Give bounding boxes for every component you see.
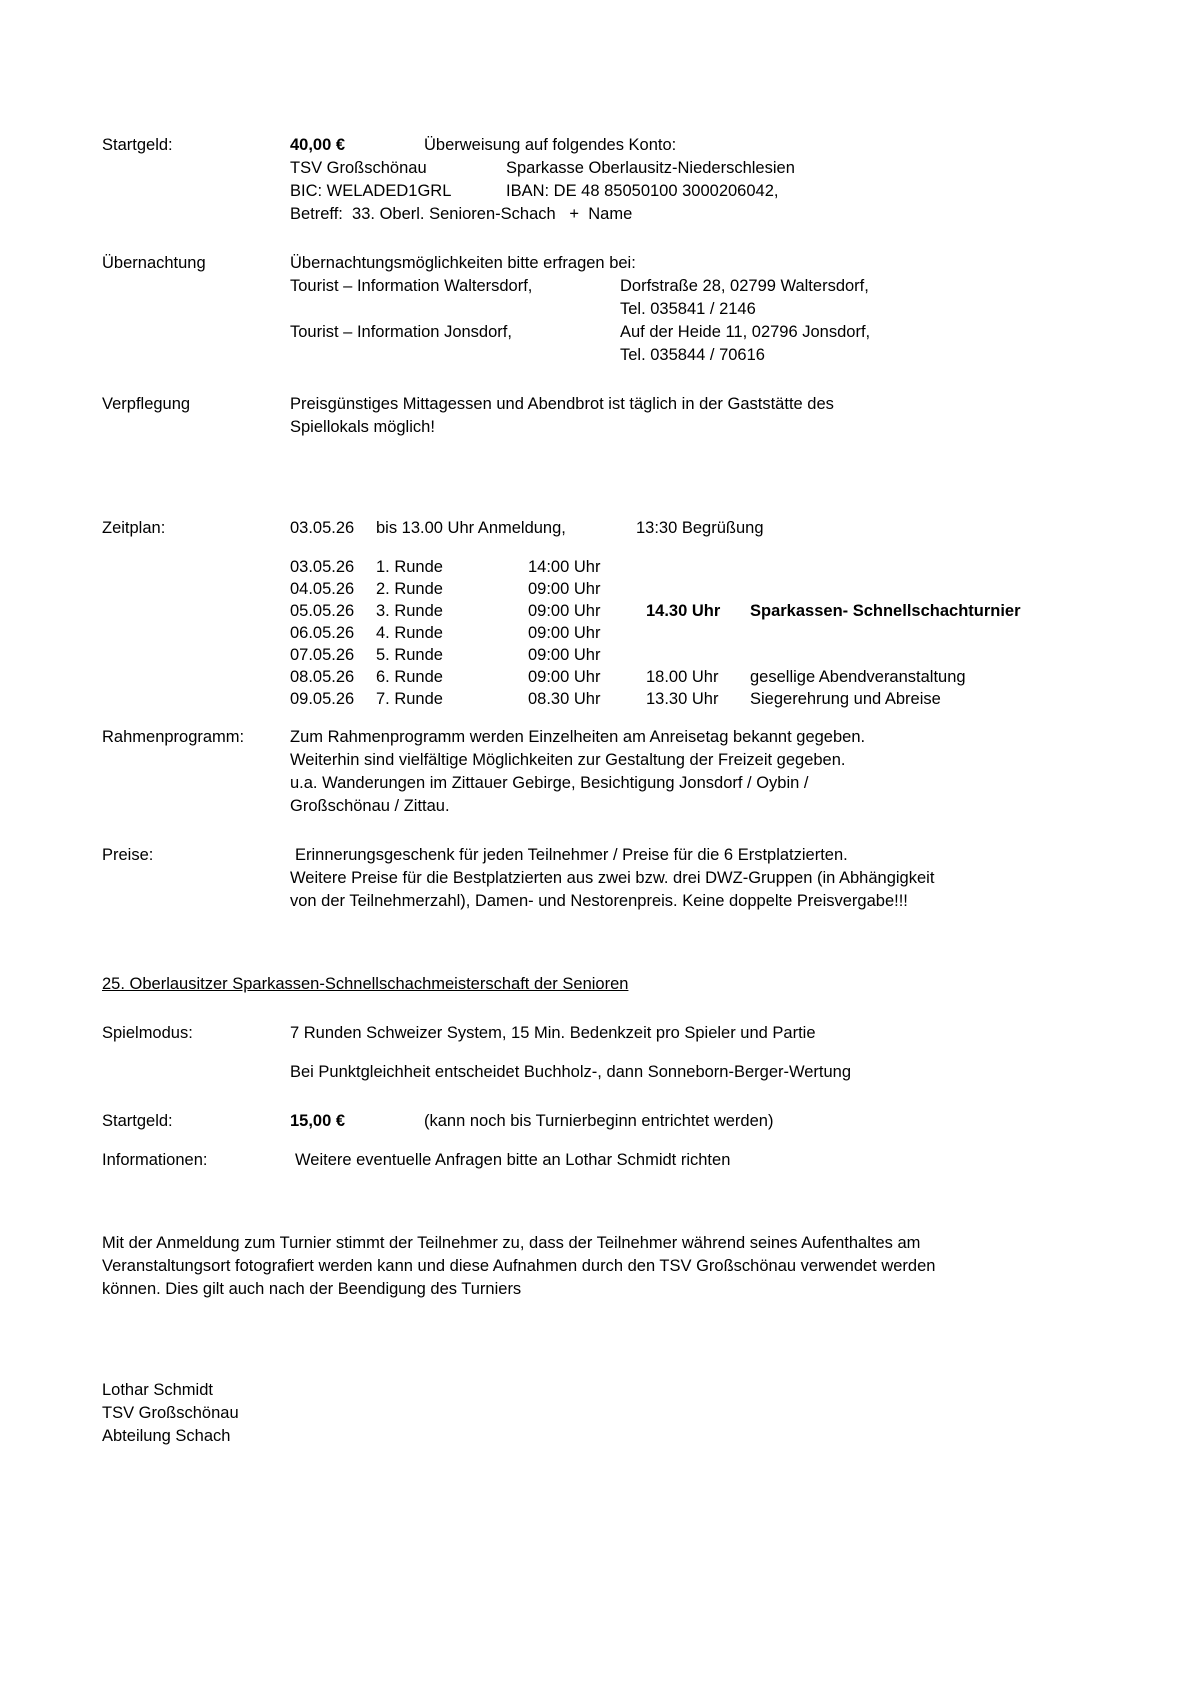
spielmodus-line-1: 7 Runden Schweizer System, 15 Min. Bedenkzeit pro Spieler und Partie	[290, 1024, 816, 1042]
round-note	[750, 578, 1021, 600]
round-time: 09:00 Uhr	[528, 646, 601, 664]
zeitplan-body	[290, 517, 1082, 710]
startgeld-top-body	[290, 134, 1082, 226]
round-note	[750, 556, 1021, 578]
signature-block	[102, 1379, 1082, 1448]
preise-label: Preise:	[102, 846, 154, 864]
document-content	[102, 134, 1082, 1448]
section-informationen	[102, 1149, 1082, 1172]
startgeld-bottom-amount-row	[290, 1110, 1082, 1133]
consent-line-1: Mit der Anmeldung zum Turnier stimmt der Teilnehmer zu, dass der Teilnehmer während seines Aufenthaltes am	[102, 1234, 921, 1252]
verpflegung-body	[290, 393, 1082, 439]
startgeld-bottom-body	[290, 1110, 1082, 1133]
round-time: 14:00 Uhr	[528, 558, 601, 576]
section-uebernachtung	[102, 252, 1082, 367]
signature-club: TSV Großschönau	[102, 1404, 239, 1422]
bic-value: BIC: WELADED1GRL	[290, 182, 452, 200]
spacer	[290, 540, 1082, 556]
round-time: 09:00 Uhr	[528, 668, 601, 686]
round-time-secondary: 18.00 Uhr	[646, 668, 719, 686]
verpflegung-line-2: Spiellokals möglich!	[290, 418, 435, 436]
round-date: 03.05.26	[290, 558, 355, 576]
round-name: 1. Runde	[376, 558, 443, 576]
table-row	[290, 644, 1021, 666]
round-name: 7. Runde	[376, 690, 443, 708]
zeitplan-header-row	[290, 517, 1082, 540]
schedule-table	[290, 556, 1021, 710]
startgeld-top-label: Startgeld:	[102, 136, 173, 154]
round-date: 04.05.26	[290, 580, 355, 598]
startgeld-top-amount: 40,00 €	[290, 136, 346, 154]
tourist-address-2: Auf der Heide 11, 02796 Jonsdorf,	[620, 323, 871, 341]
preise-line-1: Erinnerungsgeschenk für jeden Teilnehmer / Preise für die 6 Erstplatzierten.	[295, 846, 848, 864]
rahmenprogramm-line-3: u.a. Wanderungen im Zittauer Gebirge, Besichtigung Jonsdorf / Oybin /	[290, 774, 809, 792]
section-spielmodus	[102, 1022, 1082, 1084]
verpflegung-line-1: Preisgünstiges Mittagessen und Abendbrot ist täglich in der Gaststätte des	[290, 395, 834, 413]
round-time-secondary: 14.30 Uhr	[646, 602, 721, 620]
spielmodus-body	[290, 1022, 1082, 1084]
tourist-info-waltersdorf	[290, 275, 1082, 298]
spacer	[102, 710, 1082, 726]
informationen-label: Informationen:	[102, 1151, 208, 1169]
round-name: 5. Runde	[376, 646, 443, 664]
spacer	[102, 1172, 1082, 1232]
section-rahmenprogramm	[102, 726, 1082, 818]
signature-name: Lothar Schmidt	[102, 1381, 213, 1399]
spacer	[102, 1084, 1082, 1110]
round-name: 4. Runde	[376, 624, 443, 642]
tourist-name-1: Tourist – Information Waltersdorf,	[290, 277, 533, 295]
consent-line-3: können. Dies gilt auch nach der Beendigung des Turniers	[102, 1280, 522, 1298]
spacer	[102, 1301, 1082, 1379]
startgeld-bottom-amount: 15,00 €	[290, 1112, 346, 1130]
section-heading: 25. Oberlausitzer Sparkassen-Schnellschachmeisterschaft der Senioren	[102, 975, 629, 993]
betreff-value: Betreff: 33. Oberl. Senioren-Schach + Name	[290, 205, 633, 223]
signature-department: Abteilung Schach	[102, 1427, 231, 1445]
spielmodus-line-2: Bei Punktgleichheit entscheidet Buchholz-, dann Sonneborn-Berger-Wertung	[290, 1063, 852, 1081]
round-name: 6. Runde	[376, 668, 443, 686]
round-date: 05.05.26	[290, 602, 355, 620]
section-zeitplan	[102, 517, 1082, 710]
rahmenprogramm-line-1: Zum Rahmenprogramm werden Einzelheiten am Anreisetag bekannt gegeben.	[290, 728, 866, 746]
iban-value: IBAN: DE 48 85050100 3000206042,	[506, 182, 779, 200]
table-row	[290, 622, 1021, 644]
round-note: Siegerehrung und Abreise	[750, 690, 941, 708]
tourist-phone-1: Tel. 035841 / 2146	[620, 300, 756, 318]
round-note	[750, 622, 1021, 644]
table-row	[290, 600, 1021, 622]
zeitplan-registration: bis 13.00 Uhr Anmeldung,	[376, 519, 566, 537]
informationen-body	[290, 1149, 1082, 1172]
round-name: 3. Runde	[376, 602, 443, 620]
round-name: 2. Runde	[376, 580, 443, 598]
spacer	[102, 1133, 1082, 1149]
verpflegung-label: Verpflegung	[102, 395, 191, 413]
spacer	[102, 439, 1082, 517]
round-time: 08.30 Uhr	[528, 690, 601, 708]
tourist-name-2: Tourist – Information Jonsdorf,	[290, 323, 512, 341]
round-time-secondary	[646, 644, 750, 666]
rahmenprogramm-line-4: Großschönau / Zittau.	[290, 797, 450, 815]
bank-row	[290, 157, 1082, 180]
startgeld-bottom-note: (kann noch bis Turnierbeginn entrichtet werden)	[424, 1112, 774, 1130]
tourist-info-jonsdorf	[290, 321, 1082, 344]
startgeld-bottom-label: Startgeld:	[102, 1112, 173, 1130]
bic-iban-row	[290, 180, 1082, 203]
spacer	[102, 913, 1082, 973]
tourist-phone-2: Tel. 035844 / 70616	[620, 346, 765, 364]
round-date: 08.05.26	[290, 668, 355, 686]
bank-name: Sparkasse Oberlausitz-Niederschlesien	[506, 159, 795, 177]
rahmenprogramm-line-2: Weiterhin sind vielfältige Möglichkeiten zur Gestaltung der Freizeit gegeben.	[290, 751, 846, 769]
table-row	[290, 556, 1021, 578]
section-verpflegung	[102, 393, 1082, 439]
preise-body	[290, 844, 1082, 913]
section-preise	[102, 844, 1082, 913]
spacer	[290, 1045, 1082, 1061]
zeitplan-head-date: 03.05.26	[290, 519, 355, 537]
round-time: 09:00 Uhr	[528, 580, 601, 598]
table-row	[290, 666, 1021, 688]
section-startgeld-top	[102, 134, 1082, 226]
preise-line-2: Weitere Preise für die Bestplatzierten aus zwei bzw. drei DWZ-Gruppen (in Abhängigkeit	[290, 869, 935, 887]
spacer	[102, 818, 1082, 844]
round-time-secondary	[646, 578, 750, 600]
uebernachtung-body	[290, 252, 1082, 367]
round-date: 09.05.26	[290, 690, 355, 708]
table-row	[290, 688, 1021, 710]
rahmenprogramm-label: Rahmenprogramm:	[102, 728, 245, 746]
informationen-text: Weitere eventuelle Anfragen bitte an Lothar Schmidt richten	[295, 1151, 731, 1169]
preise-line-3: von der Teilnehmerzahl), Damen- und Nestorenpreis. Keine doppelte Preisvergabe!!!	[290, 892, 908, 910]
round-time: 09:00 Uhr	[528, 624, 601, 642]
uebernachtung-intro: Übernachtungsmöglichkeiten bitte erfragen bei:	[290, 254, 636, 272]
round-time-secondary: 13.30 Uhr	[646, 690, 719, 708]
spacer	[102, 226, 1082, 252]
table-row	[290, 578, 1021, 600]
round-time: 09:00 Uhr	[528, 602, 601, 620]
startgeld-top-transfer-note: Überweisung auf folgendes Konto:	[424, 136, 677, 154]
zeitplan-label: Zeitplan:	[102, 519, 166, 537]
consent-line-2: Veranstaltungsort fotografiert werden kann und diese Aufnahmen durch den TSV Großschönau verwendet werden	[102, 1257, 936, 1275]
uebernachtung-label: Übernachtung	[102, 254, 206, 272]
round-date: 06.05.26	[290, 624, 355, 642]
round-time-secondary	[646, 622, 750, 644]
round-date: 07.05.26	[290, 646, 355, 664]
spacer	[102, 367, 1082, 393]
rahmenprogramm-body	[290, 726, 1082, 818]
round-time-secondary	[646, 556, 750, 578]
round-note	[750, 644, 1021, 666]
round-note: Sparkassen- Schnellschachturnier	[750, 602, 1021, 620]
club-name: TSV Großschönau	[290, 159, 427, 177]
schedule-body	[290, 556, 1021, 710]
round-note: gesellige Abendveranstaltung	[750, 668, 966, 686]
tourist-address-1: Dorfstraße 28, 02799 Waltersdorf,	[620, 277, 869, 295]
zeitplan-greeting: 13:30 Begrüßung	[636, 519, 764, 537]
section-heading-wrapper	[102, 973, 1082, 996]
startgeld-top-amount-row	[290, 134, 1082, 157]
consent-paragraph	[102, 1232, 1067, 1301]
section-startgeld-bottom	[102, 1110, 1082, 1133]
spacer	[102, 996, 1082, 1022]
spielmodus-label: Spielmodus:	[102, 1024, 193, 1042]
